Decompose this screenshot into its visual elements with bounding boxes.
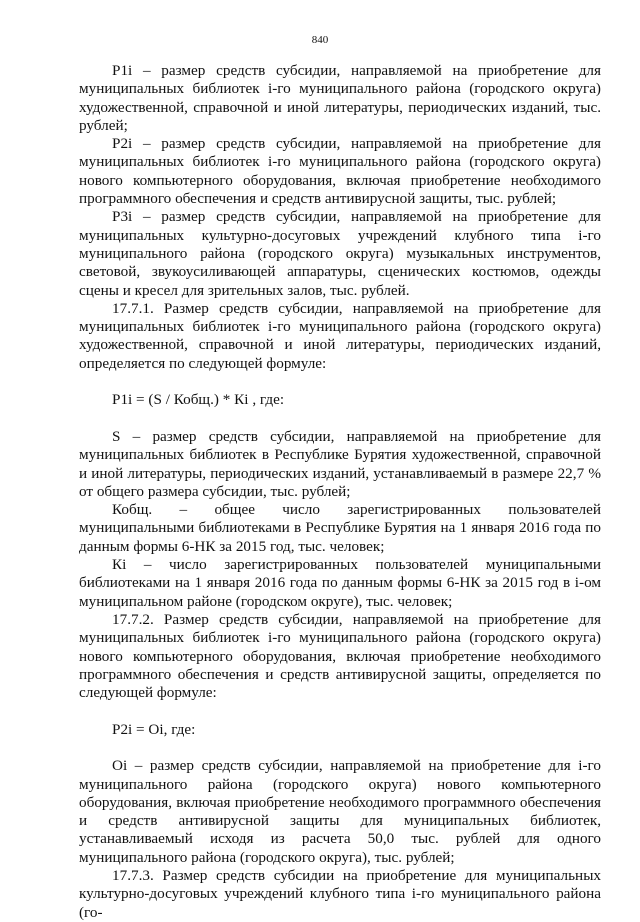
formula-p1i: P1i = (S / Кобщ.) * Кi , где: bbox=[112, 391, 285, 409]
clause-17-7-1: 17.7.1. Размер средств субсидии, направляемой на приобретение для муниципальных библиотек i-го муниципального района (городского округа) художественной, справочной и иной литературы, периодических изданий, определяется по следующей формуле: bbox=[79, 299, 601, 372]
clause-17-7-2: 17.7.2. Размер средств субсидии, направляемой на приобретение для муниципальных библиотек i-го муниципального района (городского округа) нового компьютерного оборудования, включая приобретение необходимого программного обеспечения и средств антивирусной защиты, определяется по следующей формуле: bbox=[79, 610, 601, 702]
definition-s: S – размер средств субсидии, направляемой на приобретение для муниципальных библиотек в Республике Бурятия художественной, справочной и иной литературы, периодических изданий, устанавливаемый в размере 22,7 % от общего размера субсидии, тыс. рублей; bbox=[79, 427, 601, 500]
formula-p2i: P2i = Oi, где: bbox=[112, 720, 196, 738]
definition-p1i: P1i – размер средств субсидии, направляемой на приобретение для муниципальных библиотек i-го муниципального района (городского округа) художественной, справочной и иной литературы, периодических изданий, тыс. рублей; bbox=[79, 62, 601, 134]
definition-k-total: Кобщ. – общее число зарегистрированных пользователей муниципальными библиотеками в Республике Бурятия на 1 января 2016 года по данным формы 6-НК за 2015 год, тыс. человек; bbox=[79, 501, 601, 555]
definition-oi: Oi – размер средств субсидии, направляемой на приобретение для i-го муниципального района (городского округа) нового компьютерного оборудования, включая приобретение необходимого программного обеспечения и средств антивирусной защиты для муниципальных библиотек, устанавливаемый исходя из расчета 50,0 тыс. рублей для одного муниципального района (городского округа), тыс. рублей; bbox=[79, 757, 601, 866]
definition-ki: Кi – число зарегистрированных пользователей муниципальными библиотеками на 1 января 2016 года по данным формы 6-НК за 2015 год в i-ом муниципальном районе (городском округе), тыс. человек; bbox=[79, 556, 601, 610]
body-text bbox=[79, 62, 601, 922]
definition-p3i: P3i – размер средств субсидии, направляемой на приобретение для муниципальных культурно-досуговых учреждений клубного типа i-го муниципального района (городского округа) музыкальных инструментов, световой, звукоусиливающей аппаратуры, сценических костюмов, одежды сцены и кресел для зрительных залов, тыс. рублей. bbox=[79, 208, 601, 299]
page-number: 840 bbox=[311, 34, 329, 46]
clause-17-7-3: 17.7.3. Размер средств субсидии на приобретение для муниципальных культурно-досуговых учреждений клубного типа i-го муниципального района (го- bbox=[79, 867, 601, 921]
definition-p2i: P2i – размер средств субсидии, направляемой на приобретение для муниципальных библиотек i-го муниципального района (городского округа) нового компьютерного оборудования, включая приобретение необходимого программного обеспечения и средств антивирусной защиты, тыс. рублей; bbox=[79, 135, 601, 208]
